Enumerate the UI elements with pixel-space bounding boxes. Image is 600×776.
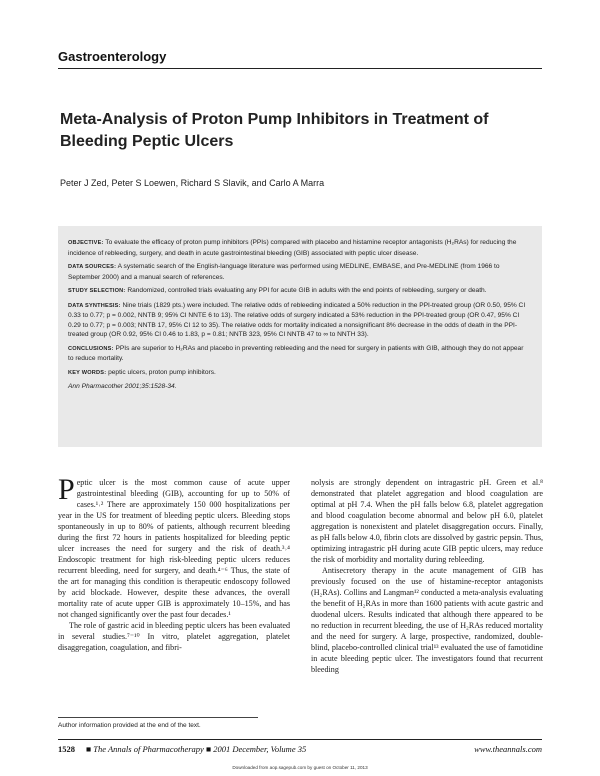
body-paragraph: [58, 473, 290, 620]
abstract-study-selection-text: Randomized, controlled trials evaluating any PPI for acute GIB in adults with the end points of rebleeding, surgery or death.: [125, 287, 487, 294]
journal-url-link[interactable]: www.theannals.com: [474, 744, 542, 754]
abstract-study-selection-label: STUDY SELECTION:: [68, 288, 126, 294]
article-title: Meta-Analysis of Proton Pump Inhibitors in Treatment of Bleeding Peptic Ulcers: [60, 111, 489, 150]
body-paragraph: Antisecretory therapy in the acute management of GIB has previously focused on the use of histamine-receptor antagonists (H₂RAs). Collins and Langman¹² conducted a meta-analysis evaluating the benefit of H₂RAs in more than 1600 patients with acute gastric and duodenal ulcers. Results indicated that although there appeared to be no reduction in recurrent bleeding, the use of H₂RAs reduced mortality and the need for surgery. A large, prospective, randomized, double-blind, placebo-controlled clinical trial¹³ evaluated the use of famotidine in acute bleeding peptic ulcer. The investigators found that recurrent bleeding: [311, 566, 543, 674]
footnote-rule: [58, 717, 258, 718]
journal-info: ■ The Annals of Pharmacotherapy ■ 2001 December, Volume 35: [86, 744, 307, 754]
abstract-data-synthesis-text: Nine trials (1829 pts.) were included. The relative odds of rebleeding indicated a 50% reduction in the PPI-treated group (OR 0.50, 95% CI 0.33 to 0.77; p = 0.002, NNTB 9; 95% CI NNTE 6 to 13). The relative odds of surgery indicated a 53% reduction in the PPI-treated group (OR 0.47, 95% CI 0.29 to 0.77; p = 0.003; NNTB 17, 95% CI 12 to 35). The relative odds for mortality indicated a nonsignificant 8% decrease in the odds of death in the PPI-treated group (OR 0.92, 95% CI 0.46 to 1.83, p = 0.81; NNTB 323, 95% CI NNTB 47 to ∞ to NNTH 33).: [68, 301, 526, 338]
article-authors: Peter J Zed, Peter S Loewen, Richard S Slavik, and Carlo A Marra: [60, 178, 325, 188]
abstract-conclusions-label: CONCLUSIONS:: [68, 345, 114, 352]
abstract-keywords-label: KEY WORDS:: [68, 369, 107, 376]
footer-rule: [58, 739, 542, 740]
abstract-data-synthesis: [68, 301, 530, 340]
download-note: Downloaded from aop.sagepub.com by guest on October 11, 2013: [232, 765, 368, 770]
body-paragraph: The role of gastric acid in bleeding peptic ulcers has been evaluated in several studies.⁷⁻¹⁰ In vitro, platelet aggregation, platelet disaggregation, coagulation, and fibri-: [58, 621, 290, 652]
abstract-objective-text: To evaluate the efficacy of proton pump inhibitors (PPIs) compared with placebo and histamine receptor antagonists (H₂RAs) for reducing the incidence of rebleeding, surgery, and death in acute gastrointestinal bleeding (GIB) associated with peptic ulcer disease.: [68, 239, 517, 257]
abstract-data-sources: [68, 262, 530, 282]
body-paragraph-text: eptic ulcer is the most common cause of acute upper gastrointestinal bleeding (GIB), accounting for up to 50% of cases.¹˒² There are approximately 150 000 hospitalizations per year in the US for treatment of bleeding peptic ulcers. Bleeding stops spontaneously in up to 80% of patients, although recurrent bleeding during the first 72 hours in patients hospitalized for bleeding peptic ulcer increases the need for surgery and the risk of death.³˒⁴ Endoscopic treatment for high risk-bleeding peptic ulcers reduces recurrent bleeding, need for surgery, and death.⁴⁻⁶ Thus, the state of the art for managing this condition is therapeutic endoscopy followed by acid blockade. However, despite these advances, the overall mortality rate of acute upper GIB is approximately 10–15%, and has not changed significantly over the past four decades.¹: [58, 478, 290, 619]
abstract-data-sources-text: A systematic search of the English-language literature was performed using MEDLINE, EMBASE, and Pre-MEDLINE (from 1966 to September 2000) and a manual search of references.: [68, 263, 500, 281]
abstract-box: [58, 226, 542, 447]
section-label: Gastroenterology: [58, 49, 167, 64]
body-paragraph: nolysis are strongly dependent on intragastric pH. Green et al.⁸ demonstrated that platelet aggregation and blood coagulation are optimal at pH 7.4. When the pH falls below 6.8, platelet aggregation and blood coagulation become abnormal and below pH 6.0, platelet aggregation is nonexistent and platelet disaggregation occurs. Finally, as pH falls below 4.0, fibrin clots are dissolved by gastric pepsin. Thus, optimizing intragastric pH during acute GIB peptic ulcers, may reduce the risk of morbidity and mortality during rebleeding.: [311, 478, 543, 564]
abstract-objective: [68, 238, 530, 258]
abstract-citation: Ann Pharmacother 2001;35:1528-34.: [68, 383, 177, 390]
abstract-objective-label: OBJECTIVE:: [68, 240, 104, 246]
abstract-keywords-text: peptic ulcers, proton pump inhibitors.: [106, 368, 216, 376]
abstract-data-sources-label: DATA SOURCES:: [68, 264, 117, 270]
author-info-footnote: Author information provided at the end of the text.: [58, 722, 201, 729]
abstract-content: [68, 238, 530, 392]
abstract-conclusions-text: PPIs are superior to H₂RAs and placebo in preventing rebleeding and the need for surgery in patients with GIB, although they do not appear to reduce mortality.: [68, 344, 524, 362]
abstract-keywords: [68, 368, 530, 379]
page-number: 1528: [58, 744, 75, 754]
abstract-conclusions: [68, 344, 530, 364]
abstract-data-synthesis-label: DATA SYNTHESIS:: [68, 302, 121, 309]
drop-cap: P: [58, 473, 75, 506]
abstract-study-selection: [68, 286, 530, 297]
body-column-left: [58, 473, 290, 653]
header-rule: [58, 68, 542, 69]
body-column-right: [311, 477, 543, 675]
